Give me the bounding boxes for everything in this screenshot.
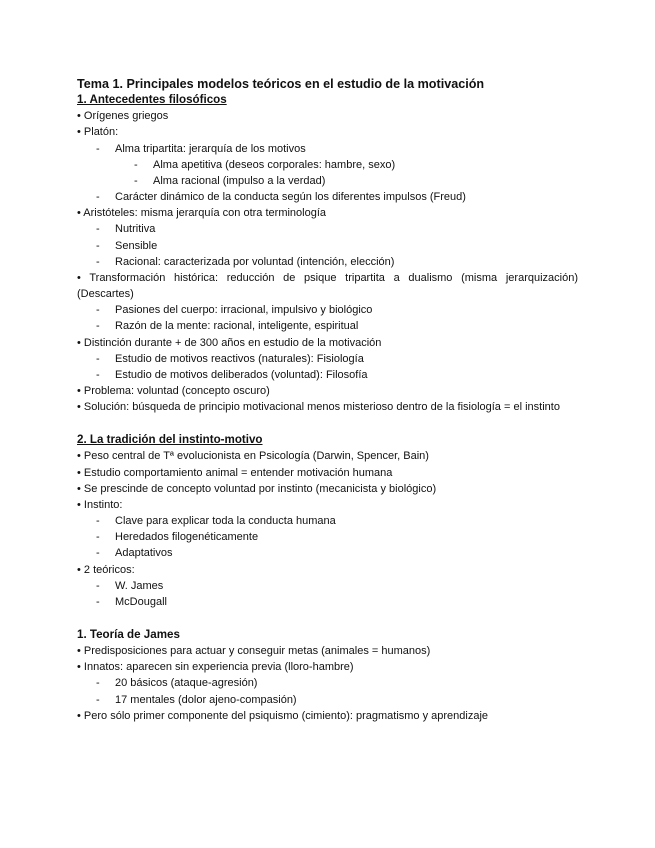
sub-list-item: - 17 mentales (dolor ajeno-compasión) <box>77 692 578 708</box>
list-item: • Distinción durante + de 300 años en estudio de la motivación <box>77 336 382 349</box>
sub-list-item: - 20 básicos (ataque-agresión) <box>77 675 578 691</box>
sub-list-item: - Alma tripartita: jerarquía de los motivos <box>77 141 578 157</box>
list-item: • Predisposiciones para actuar y conseguir metas (animales = humanos) <box>77 645 431 658</box>
list-item: • Transformación histórica: reducción de psique tripartita a dualismo (misma jerarquización) (Descartes) <box>77 271 578 301</box>
sub-list-item: - Estudio de motivos deliberados (voluntad): Filosofía <box>77 367 578 383</box>
section-heading: 1. Antecedentes filosóficos <box>77 93 227 107</box>
sub-list-item: - Carácter dinámico de la conducta según los diferentes impulsos (Freud) <box>77 189 578 205</box>
sub-list-item: - Adaptativos <box>77 545 578 561</box>
sub-list-item: - Nutritiva <box>77 221 578 237</box>
section-heading: 1. Teoría de James <box>77 628 180 641</box>
sub-list-item: - Racional: caracterizada por voluntad (intención, elección) <box>77 254 578 270</box>
sub-sub-list-item: - Alma racional (impulso a la verdad) <box>77 173 578 189</box>
sub-list-item: - Pasiones del cuerpo: irracional, impulsivo y biológico <box>77 302 578 318</box>
sub-list-item: - W. James <box>77 578 578 594</box>
list-item: • Aristóteles: misma jerarquía con otra terminología <box>77 207 327 220</box>
list-item: • 2 teóricos: <box>77 563 135 576</box>
list-item: • Pero sólo primer componente del psiquismo (cimiento): pragmatismo y aprendizaje <box>77 709 489 722</box>
list-item: • Estudio comportamiento animal = entender motivación humana <box>77 466 393 479</box>
document-title: Tema 1. Principales modelos teóricos en el estudio de la motivación <box>77 77 485 91</box>
list-item: • Platón: <box>77 126 119 139</box>
sub-list-item: - Sensible <box>77 238 578 254</box>
section-heading: 2. La tradición del instinto-motivo <box>77 433 263 447</box>
sub-list-item: - Estudio de motivos reactivos (naturales): Fisiología <box>77 351 578 367</box>
list-item: • Innatos: aparecen sin experiencia previa (lloro-hambre) <box>77 661 354 674</box>
sub-list-item: - Heredados filogenéticamente <box>77 529 578 545</box>
sub-list-item: - Clave para explicar toda la conducta humana <box>77 513 578 529</box>
list-item: • Se prescinde de concepto voluntad por instinto (mecanicista y biológico) <box>77 482 437 495</box>
list-item: • Orígenes griegos <box>77 110 169 123</box>
list-item: • Solución: búsqueda de principio motivacional menos misterioso dentro de la fisiología = el instinto <box>77 401 560 414</box>
list-item: • Problema: voluntad (concepto oscuro) <box>77 384 270 397</box>
sub-list-item: - Razón de la mente: racional, inteligente, espiritual <box>77 318 578 334</box>
list-item: • Peso central de Tª evolucionista en Psicología (Darwin, Spencer, Bain) <box>77 450 429 463</box>
spacer <box>77 415 578 432</box>
sub-list-item: - McDougall <box>77 594 578 610</box>
list-item: • Instinto: <box>77 498 123 511</box>
sub-sub-list-item: - Alma apetitiva (deseos corporales: hambre, sexo) <box>77 157 578 173</box>
spacer <box>77 610 578 627</box>
